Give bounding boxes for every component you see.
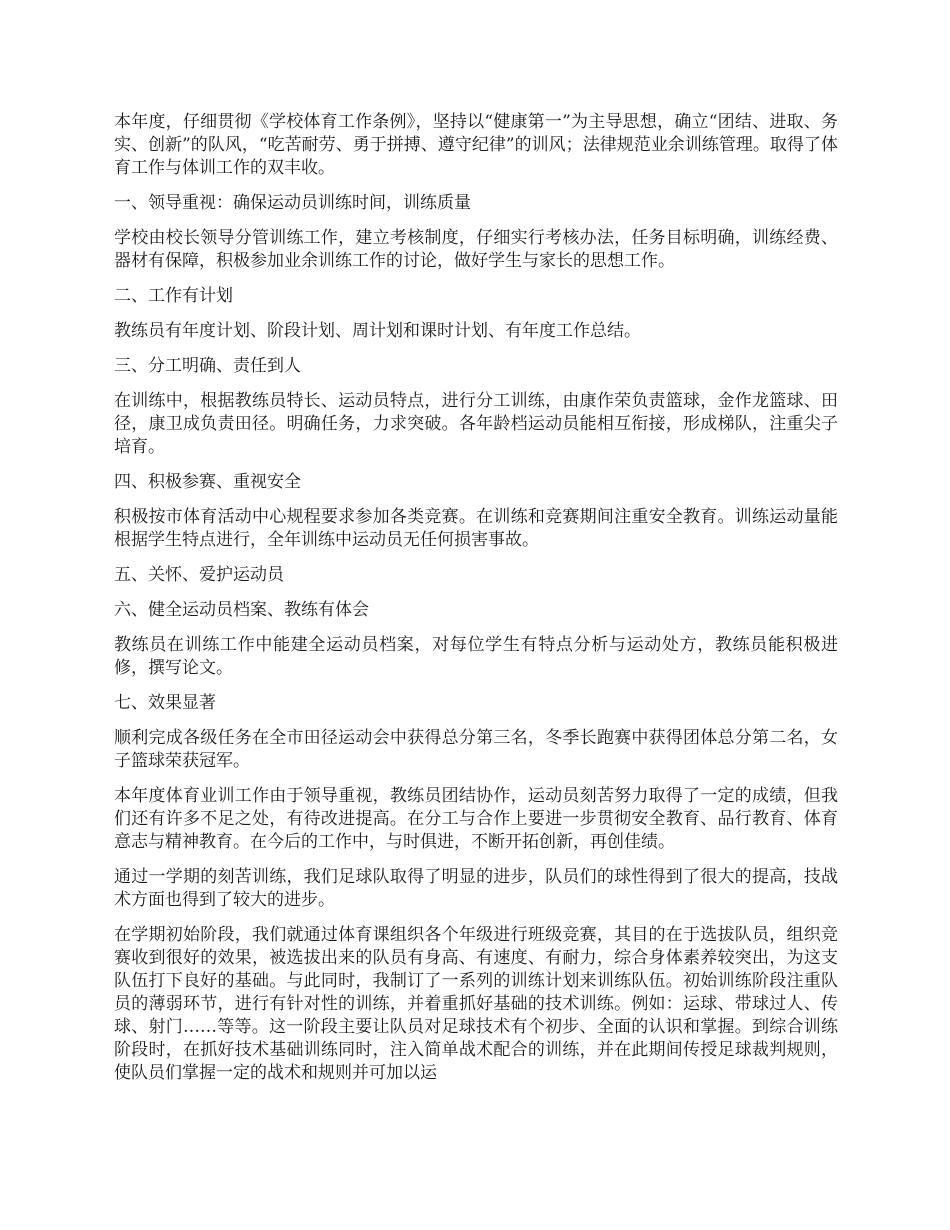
- football-training-paragraph: 在学期初始阶段，我们就通过体育课组织各个年级进行班级竞赛，其目的在于选拔队员，组织竞赛收到很好的效果，被选拔出来的队员有身高、有速度、有耐力，综合身体素养较突出，为这支队伍打下良好的基础。与此同时，我制订了一系列的训练计划来训练队伍。初始训练阶段注重队员的薄弱环节，进行有针对性的训练，并着重抓好基础的技术训练。例如：运球、带球过人、传球、射门……等等。这一阶段主要让队员对足球技术有个初步、全面的认识和掌握。到综合训练阶段时，在抓好技术基础训练同时，注入简单战术配合的训练，并在此期间传授足球裁判规则，使队员们掌握一定的战术和规则并可加以运: [114, 925, 838, 1083]
- section-heading-2: 二、工作有计划: [114, 286, 233, 306]
- football-intro-paragraph: 通过一学期的刻苦训练，我们足球队取得了明显的进步，队员们的球性得到了很大的提高，技战术方面也得到了较大的进步。: [114, 867, 838, 910]
- section-paragraph-6: 教练员在训练工作中能建全运动员档案，对每位学生有特点分析与运动处方，教练员能积极进修，撰写论文。: [114, 635, 838, 678]
- section-paragraph-1: 学校由校长领导分管训练工作，建立考核制度，仔细实行考核办法，任务目标明确，训练经费、器材有保障，积极参加业余训练工作的讨论，做好学生与家长的思想工作。: [114, 228, 838, 271]
- section-heading-3: 三、分工明确、责任到人: [114, 356, 301, 376]
- section-heading-4: 四、积极参赛、重视安全: [114, 472, 301, 492]
- intro-paragraph: 本年度，仔细贯彻《学校体育工作条例》，坚持以“健康第一”为主导思想，确立“团结、进取、务实、创新”的队风，“吃苦耐劳、勇于拼搏、遵守纪律”的训风；法律规范业余训练管理。取得了体育工作与体训工作的双丰收。: [114, 112, 838, 178]
- section-heading-7: 七、效果显著: [114, 693, 216, 713]
- section-paragraph-3: 在训练中，根据教练员特长、运动员特点，进行分工训练，由康作荣负责篮球，金作龙篮球、田径，康卫成负责田径。明确任务，力求突破。各年龄档运动员能相互衔接，形成梯队，注重尖子培育。: [114, 391, 838, 457]
- section-heading-5: 五、关怀、爱护运动员: [114, 565, 284, 585]
- section-paragraph-2: 教练员有年度计划、阶段计划、周计划和课时计划、有年度工作总结。: [114, 321, 641, 341]
- section-heading-6: 六、健全运动员档案、教练有体会: [114, 600, 369, 620]
- section-heading-1: 一、领导重视：确保运动员训练时间，训练质量: [114, 193, 471, 213]
- document-body: [114, 111, 838, 1097]
- section-paragraph-4: 积极按市体育活动中心规程要求参加各类竞赛。在训练和竞赛期间注重安全教育。训练运动量能根据学生特点进行，全年训练中运动员无任何损害事故。: [114, 507, 838, 550]
- summary-paragraph: 本年度体育业训工作由于领导重视，教练员团结协作，运动员刻苦努力取得了一定的成绩，但我们还有许多不足之处，有待改进提高。在分工与合作上要进一步贯彻安全教育、品行教育、体育意志与精神教育。在今后的工作中，与时俱进，不断开拓创新，再创佳绩。: [114, 786, 838, 852]
- section-paragraph-7: 顺利完成各级任务在全市田径运动会中获得总分第三名，冬季长跑赛中获得团体总分第二名，女子篮球荣获冠军。: [114, 728, 838, 771]
